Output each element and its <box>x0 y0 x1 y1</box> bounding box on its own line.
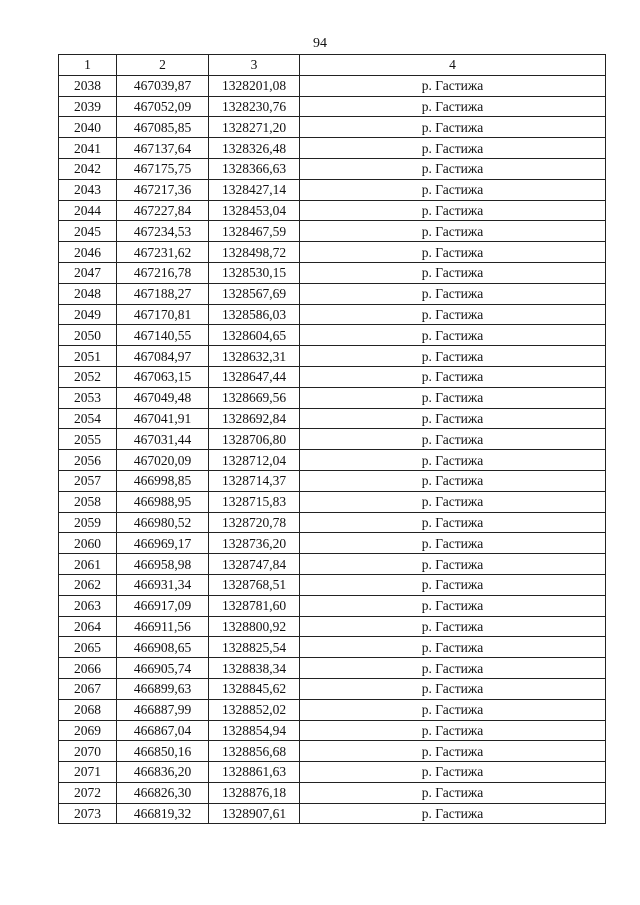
cell-y: 1328230,76 <box>209 96 300 117</box>
coordinates-table <box>58 54 606 824</box>
cell-description: р. Гастижа <box>300 387 606 408</box>
cell-description: р. Гастижа <box>300 762 606 783</box>
cell-point-number: 2049 <box>59 304 117 325</box>
cell-y: 1328366,63 <box>209 158 300 179</box>
cell-y: 1328647,44 <box>209 366 300 387</box>
cell-description: р. Гастижа <box>300 325 606 346</box>
cell-x: 466988,95 <box>117 491 209 512</box>
cell-point-number: 2055 <box>59 429 117 450</box>
cell-x: 466980,52 <box>117 512 209 533</box>
table-row <box>59 387 606 408</box>
cell-point-number: 2068 <box>59 699 117 720</box>
cell-y: 1328714,37 <box>209 470 300 491</box>
table-row <box>59 574 606 595</box>
table-row <box>59 699 606 720</box>
cell-point-number: 2070 <box>59 741 117 762</box>
cell-point-number: 2041 <box>59 138 117 159</box>
cell-description: р. Гастижа <box>300 616 606 637</box>
cell-x: 466850,16 <box>117 741 209 762</box>
cell-point-number: 2043 <box>59 179 117 200</box>
cell-y: 1328201,08 <box>209 75 300 96</box>
cell-y: 1328856,68 <box>209 741 300 762</box>
header-cell-point-number: 1 <box>59 55 117 76</box>
cell-point-number: 2067 <box>59 678 117 699</box>
cell-y: 1328692,84 <box>209 408 300 429</box>
cell-y: 1328800,92 <box>209 616 300 637</box>
table-row <box>59 304 606 325</box>
cell-x: 467039,87 <box>117 75 209 96</box>
table-row <box>59 512 606 533</box>
table-row <box>59 158 606 179</box>
cell-y: 1328632,31 <box>209 346 300 367</box>
cell-description: р. Гастижа <box>300 75 606 96</box>
cell-x: 467085,85 <box>117 117 209 138</box>
cell-y: 1328715,83 <box>209 491 300 512</box>
cell-x: 467049,48 <box>117 387 209 408</box>
cell-x: 466819,32 <box>117 803 209 824</box>
cell-x: 467234,53 <box>117 221 209 242</box>
cell-x: 467175,75 <box>117 158 209 179</box>
cell-description: р. Гастижа <box>300 803 606 824</box>
cell-x: 466917,09 <box>117 595 209 616</box>
table-row <box>59 221 606 242</box>
table-row <box>59 429 606 450</box>
cell-x: 466998,85 <box>117 470 209 491</box>
table-row <box>59 179 606 200</box>
cell-point-number: 2051 <box>59 346 117 367</box>
cell-x: 467031,44 <box>117 429 209 450</box>
cell-x: 467084,97 <box>117 346 209 367</box>
cell-description: р. Гастижа <box>300 741 606 762</box>
cell-x: 467188,27 <box>117 283 209 304</box>
cell-description: р. Гастижа <box>300 470 606 491</box>
cell-y: 1328736,20 <box>209 533 300 554</box>
cell-y: 1328747,84 <box>209 554 300 575</box>
cell-y: 1328876,18 <box>209 782 300 803</box>
cell-description: р. Гастижа <box>300 179 606 200</box>
cell-description: р. Гастижа <box>300 699 606 720</box>
cell-x: 466867,04 <box>117 720 209 741</box>
cell-description: р. Гастижа <box>300 408 606 429</box>
cell-x: 467231,62 <box>117 242 209 263</box>
cell-y: 1328498,72 <box>209 242 300 263</box>
cell-point-number: 2045 <box>59 221 117 242</box>
table-body <box>59 75 606 824</box>
cell-x: 466908,65 <box>117 637 209 658</box>
cell-point-number: 2039 <box>59 96 117 117</box>
cell-x: 466887,99 <box>117 699 209 720</box>
cell-y: 1328530,15 <box>209 262 300 283</box>
cell-y: 1328838,34 <box>209 658 300 679</box>
cell-x: 467041,91 <box>117 408 209 429</box>
cell-point-number: 2066 <box>59 658 117 679</box>
cell-y: 1328845,62 <box>209 678 300 699</box>
cell-point-number: 2056 <box>59 450 117 471</box>
cell-point-number: 2060 <box>59 533 117 554</box>
cell-x: 467227,84 <box>117 200 209 221</box>
cell-point-number: 2040 <box>59 117 117 138</box>
table-row <box>59 117 606 138</box>
cell-point-number: 2042 <box>59 158 117 179</box>
cell-point-number: 2046 <box>59 242 117 263</box>
cell-point-number: 2064 <box>59 616 117 637</box>
cell-point-number: 2062 <box>59 574 117 595</box>
table-row <box>59 720 606 741</box>
cell-description: р. Гастижа <box>300 366 606 387</box>
cell-description: р. Гастижа <box>300 512 606 533</box>
table-row <box>59 262 606 283</box>
cell-x: 466969,17 <box>117 533 209 554</box>
header-cell-x: 2 <box>117 55 209 76</box>
cell-description: р. Гастижа <box>300 637 606 658</box>
cell-point-number: 2047 <box>59 262 117 283</box>
table-row <box>59 470 606 491</box>
cell-y: 1328768,51 <box>209 574 300 595</box>
cell-x: 466911,56 <box>117 616 209 637</box>
cell-y: 1328907,61 <box>209 803 300 824</box>
table-row <box>59 325 606 346</box>
cell-point-number: 2052 <box>59 366 117 387</box>
cell-y: 1328825,54 <box>209 637 300 658</box>
cell-y: 1328781,60 <box>209 595 300 616</box>
cell-point-number: 2069 <box>59 720 117 741</box>
cell-description: р. Гастижа <box>300 262 606 283</box>
table-row <box>59 450 606 471</box>
cell-x: 466836,20 <box>117 762 209 783</box>
table-row <box>59 366 606 387</box>
table-row <box>59 595 606 616</box>
cell-description: р. Гастижа <box>300 117 606 138</box>
cell-y: 1328861,63 <box>209 762 300 783</box>
cell-description: р. Гастижа <box>300 574 606 595</box>
cell-y: 1328271,20 <box>209 117 300 138</box>
table-row <box>59 741 606 762</box>
table-row <box>59 616 606 637</box>
cell-point-number: 2059 <box>59 512 117 533</box>
cell-point-number: 2038 <box>59 75 117 96</box>
cell-point-number: 2073 <box>59 803 117 824</box>
cell-description: р. Гастижа <box>300 200 606 221</box>
table-row <box>59 554 606 575</box>
table-row <box>59 138 606 159</box>
cell-point-number: 2057 <box>59 470 117 491</box>
cell-x: 466826,30 <box>117 782 209 803</box>
cell-y: 1328604,65 <box>209 325 300 346</box>
table-header-row <box>59 55 606 76</box>
cell-point-number: 2071 <box>59 762 117 783</box>
header-cell-y: 3 <box>209 55 300 76</box>
cell-point-number: 2048 <box>59 283 117 304</box>
cell-point-number: 2072 <box>59 782 117 803</box>
cell-x: 467052,09 <box>117 96 209 117</box>
cell-description: р. Гастижа <box>300 782 606 803</box>
table-row <box>59 658 606 679</box>
cell-x: 467137,64 <box>117 138 209 159</box>
table-row <box>59 346 606 367</box>
cell-y: 1328586,03 <box>209 304 300 325</box>
cell-description: р. Гастижа <box>300 678 606 699</box>
table-row <box>59 200 606 221</box>
cell-description: р. Гастижа <box>300 242 606 263</box>
header-cell-description: 4 <box>300 55 606 76</box>
cell-x: 466931,34 <box>117 574 209 595</box>
table-row <box>59 782 606 803</box>
cell-x: 466958,98 <box>117 554 209 575</box>
cell-description: р. Гастижа <box>300 221 606 242</box>
cell-y: 1328712,04 <box>209 450 300 471</box>
cell-y: 1328567,69 <box>209 283 300 304</box>
table-row <box>59 803 606 824</box>
page-number: 94 <box>313 36 327 51</box>
cell-y: 1328720,78 <box>209 512 300 533</box>
cell-y: 1328852,02 <box>209 699 300 720</box>
cell-point-number: 2063 <box>59 595 117 616</box>
cell-description: р. Гастижа <box>300 283 606 304</box>
cell-y: 1328854,94 <box>209 720 300 741</box>
cell-point-number: 2050 <box>59 325 117 346</box>
table-row <box>59 408 606 429</box>
cell-x: 467216,78 <box>117 262 209 283</box>
cell-description: р. Гастижа <box>300 450 606 471</box>
cell-y: 1328427,14 <box>209 179 300 200</box>
cell-description: р. Гастижа <box>300 491 606 512</box>
cell-y: 1328467,59 <box>209 221 300 242</box>
cell-description: р. Гастижа <box>300 429 606 450</box>
cell-point-number: 2061 <box>59 554 117 575</box>
cell-x: 467217,36 <box>117 179 209 200</box>
cell-description: р. Гастижа <box>300 595 606 616</box>
cell-description: р. Гастижа <box>300 138 606 159</box>
cell-description: р. Гастижа <box>300 346 606 367</box>
table-row <box>59 75 606 96</box>
cell-point-number: 2065 <box>59 637 117 658</box>
cell-description: р. Гастижа <box>300 304 606 325</box>
cell-description: р. Гастижа <box>300 96 606 117</box>
cell-y: 1328326,48 <box>209 138 300 159</box>
cell-y: 1328706,80 <box>209 429 300 450</box>
cell-point-number: 2058 <box>59 491 117 512</box>
cell-point-number: 2044 <box>59 200 117 221</box>
table-row <box>59 762 606 783</box>
cell-y: 1328453,04 <box>209 200 300 221</box>
cell-y: 1328669,56 <box>209 387 300 408</box>
table-row <box>59 491 606 512</box>
cell-description: р. Гастижа <box>300 554 606 575</box>
cell-x: 467063,15 <box>117 366 209 387</box>
cell-x: 466899,63 <box>117 678 209 699</box>
cell-x: 466905,74 <box>117 658 209 679</box>
cell-point-number: 2053 <box>59 387 117 408</box>
cell-description: р. Гастижа <box>300 533 606 554</box>
table-row <box>59 637 606 658</box>
table-row <box>59 96 606 117</box>
cell-x: 467020,09 <box>117 450 209 471</box>
table-row <box>59 533 606 554</box>
cell-x: 467170,81 <box>117 304 209 325</box>
table-row <box>59 242 606 263</box>
cell-description: р. Гастижа <box>300 720 606 741</box>
cell-description: р. Гастижа <box>300 658 606 679</box>
table-row <box>59 283 606 304</box>
cell-description: р. Гастижа <box>300 158 606 179</box>
table-row <box>59 678 606 699</box>
cell-x: 467140,55 <box>117 325 209 346</box>
cell-point-number: 2054 <box>59 408 117 429</box>
